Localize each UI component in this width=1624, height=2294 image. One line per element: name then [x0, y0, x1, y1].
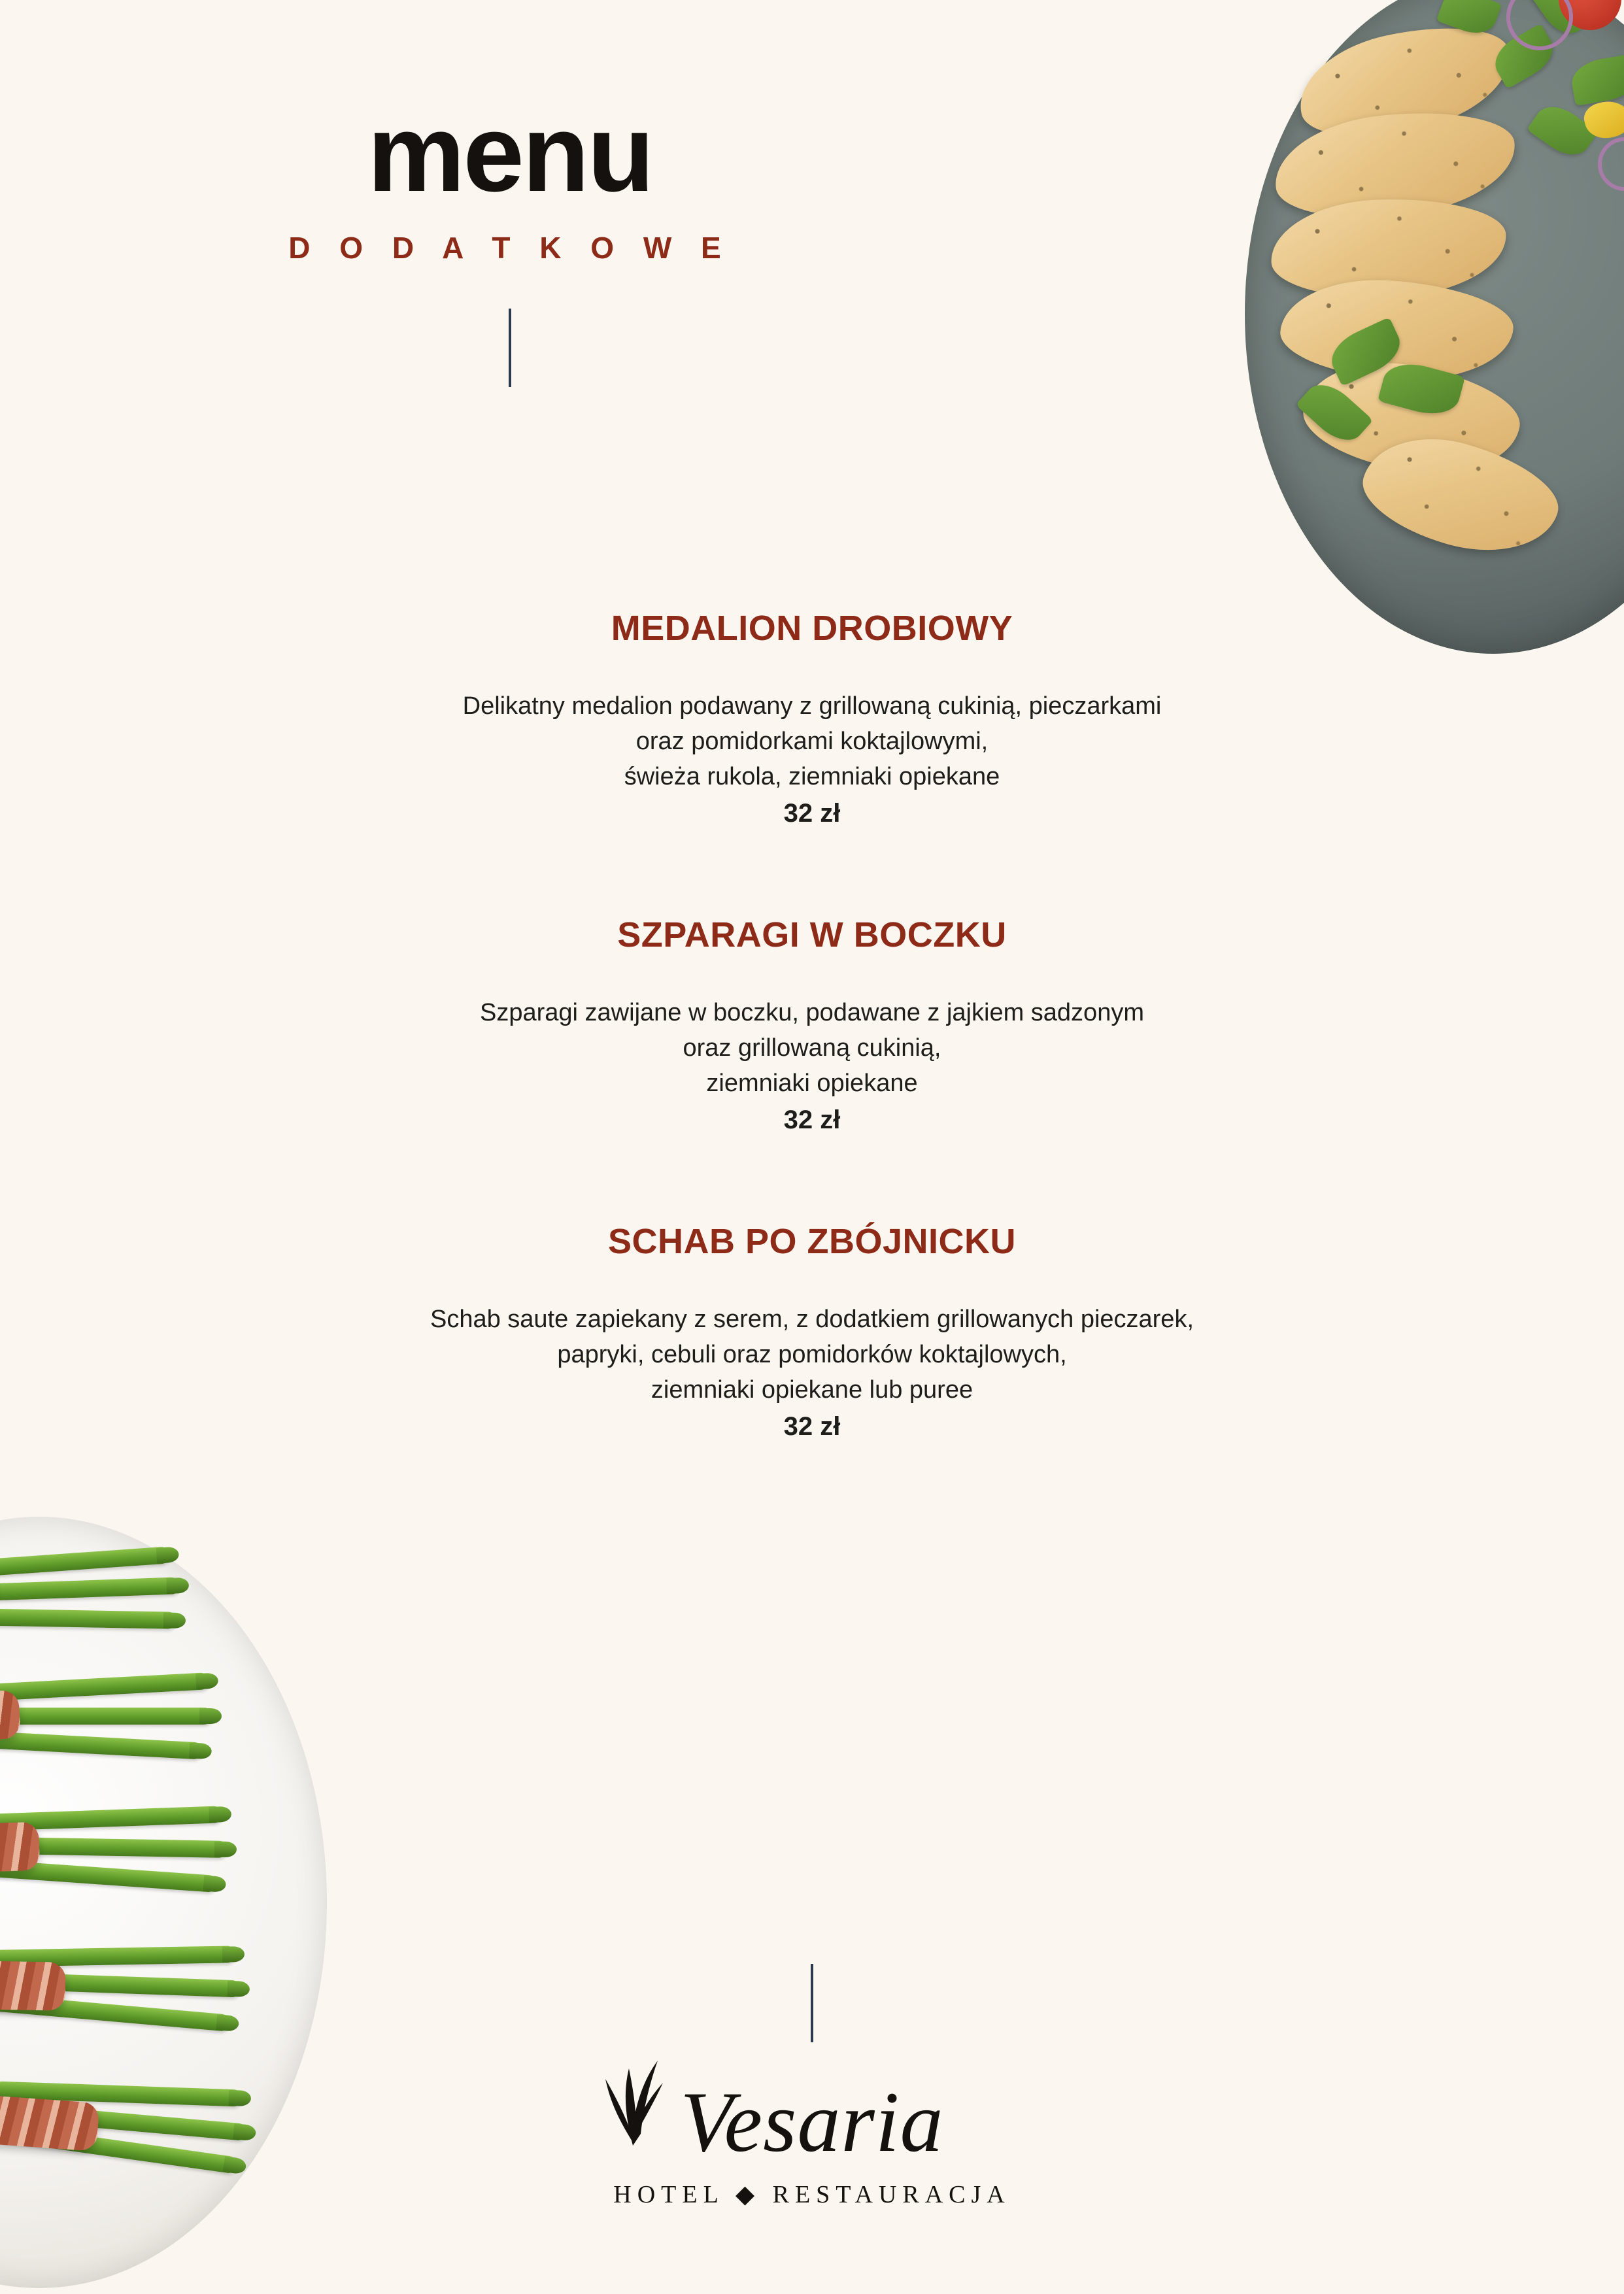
brand-logo — [613, 2074, 1011, 2209]
menu-item-list — [0, 608, 1624, 1528]
asparagus-spear — [0, 1708, 212, 1725]
footer-divider — [811, 1964, 813, 2042]
menu-item-description-line: ziemniaki opiekane — [706, 1069, 918, 1097]
menu-item — [0, 915, 1624, 1135]
menu-item-description-line: ziemniaki opiekane lub puree — [651, 1375, 973, 1404]
menu-item-price: 32 zł — [783, 1411, 841, 1441]
menu-footer — [0, 1964, 1624, 2209]
menu-item-name: SZPARAGI W BOCZKU — [617, 915, 1007, 954]
menu-item-name: MEDALION DROBIOWY — [611, 609, 1013, 648]
header-divider — [509, 309, 511, 387]
leaf-flourish-icon — [594, 2049, 672, 2147]
page-title: menu — [367, 92, 653, 214]
menu-item-description-line: Delikatny medalion podawany z grillowaną cukinią, pieczarkami — [462, 692, 1162, 720]
chicken-plate-photo — [1166, 0, 1624, 680]
menu-item — [0, 608, 1624, 828]
brand-name: Vesaria — [680, 2074, 944, 2170]
menu-item-description-line: świeża rukola, ziemniaki opiekane — [624, 762, 1000, 790]
page-subtitle: D O D A T K O W E — [288, 231, 732, 265]
menu-item — [0, 1221, 1624, 1442]
menu-item-description-line: oraz grillowaną cukinią, — [683, 1034, 941, 1062]
menu-item-description-line: oraz pomidorkami koktajlowymi, — [635, 727, 989, 755]
brand-tagline: HOTEL ◆ RESTAURACJA — [613, 2181, 1011, 2208]
menu-item-description-line: Schab saute zapiekany z serem, z dodatkiem grillowanych pieczarek, — [430, 1305, 1194, 1333]
menu-item-price: 32 zł — [783, 798, 841, 828]
menu-item-description-line: papryki, cebuli oraz pomidorków koktajlowych, — [557, 1340, 1067, 1368]
menu-item-price: 32 zł — [783, 1105, 841, 1134]
menu-item-name: SCHAB PO ZBÓJNICKU — [607, 1221, 1017, 1261]
menu-item-description-line: Szparagi zawijane w boczku, podawane z jajkiem sadzonym — [480, 998, 1144, 1026]
menu-header — [0, 92, 1020, 387]
